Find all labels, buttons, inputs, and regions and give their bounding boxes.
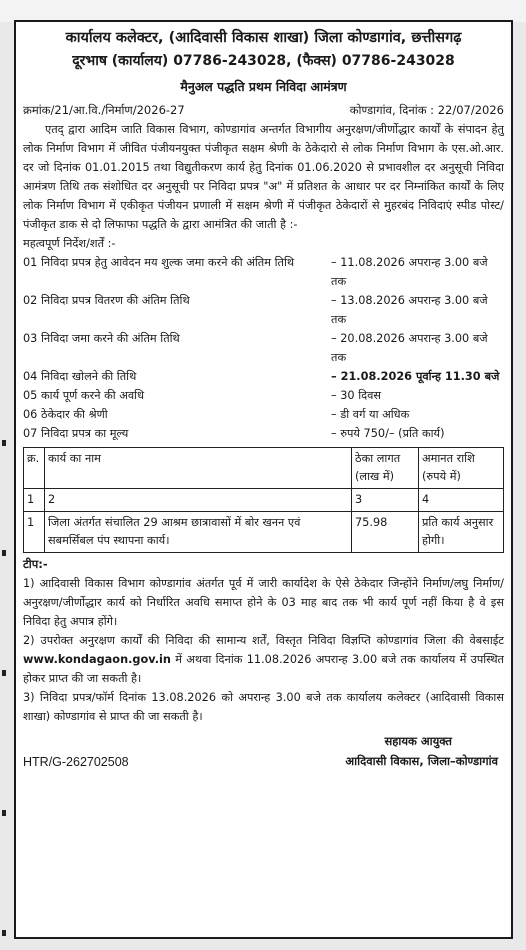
condition-item: 04 निविदा खोलने की तिथि – 21.08.2026 पूर्वान्ह 11.30 बजे [23, 370, 500, 383]
table-header-cell: क्र. [24, 448, 45, 489]
table-cell: प्रति कार्य अनुसार होगी। [419, 512, 504, 553]
condition-item: 05 कार्य पूर्ण करने की अवधि – 30 दिवस [23, 389, 382, 402]
table-header-cell: अमानत राशि (रुपये में) [419, 448, 504, 489]
notice-title: मैनुअल पद्धति प्रथम निविदा आमंत्रण [180, 79, 347, 94]
conditions-list [23, 253, 504, 443]
tender-notice [14, 20, 513, 939]
place-date: कोण्डागांव, दिनांक : 22/07/2026 [349, 103, 504, 117]
scan-edge-marks [0, 430, 10, 950]
work-table [23, 447, 504, 553]
table-header-row [24, 448, 504, 489]
reference-number: क्रमांक/21/आ.वि./निर्माण/2026-27 [23, 103, 185, 117]
table-cell: 3 [352, 489, 419, 512]
condition-item: 03 निविदा जमा करने की अंतिम तिथि – 20.08.2026 अपरान्ह 3.00 बजे तक [23, 332, 488, 364]
condition-item: 07 निविदा प्रपत्र का मूल्य – रुपये 750/– (प्रति कार्य) [23, 427, 445, 440]
adjacent-clipping-strip [0, 0, 526, 22]
table-cell: जिला अंतर्गत संचालित 29 आश्रम छात्रावासों में बोर खनन एवं सबमर्सिबल पंप स्थापना कार्य। [45, 512, 352, 553]
table-index-row [24, 489, 504, 512]
release-code: HTR/G-262702508 [23, 755, 129, 769]
table-header-cell: कार्य का नाम [45, 448, 352, 489]
note-item: 3) निविदा प्रपत्र/फॉर्म दिनांक 13.08.2026 को अपरान्ह 3.00 बजे तक कार्यालय कलेक्टर (आदिवासी विकास शाखा) कोण्डागांव से प्राप्त की जा सकती है। [23, 691, 504, 723]
conditions-heading: महत्वपूर्ण निर्देश/शर्तें :- [23, 237, 116, 250]
table-cell: 4 [419, 489, 504, 512]
condition-item: 06 ठेकेदार की श्रेणी – डी वर्ग या अधिक [23, 408, 410, 421]
reference-row [23, 101, 504, 119]
table-cell: 1 [24, 489, 45, 512]
note-item: 2) उपरोक्त अनुरक्षण कार्यों की निविदा की सामान्य शर्तें, विस्तृत निविदा विज्ञप्ति कोण्डागांव जिला की वेबसाईट www.kondagaon.gov.in में अथवा दिनांक 11.08.2026 अपरान्ह 3.00 बजे तक कार्यालय में उपस्थित होकर प्राप्त की जा सकती है। [23, 634, 504, 685]
notes-heading: टीप:- [23, 557, 48, 571]
note-item: 1) आदिवासी विकास विभाग कोण्डागांव अंतर्गत पूर्व में जारी कार्यादेश के ऐसे ठेकेदार जिन्होंने निर्माण/लघु निर्माण/अनुरक्षण/जीर्णोद्धार कार्य को निर्धारित अवधि समाप्त होने के 03 माह बाद तक भी कार्य पूर्ण नहीं किया है वे इस निविदा हेतु अपात्र होंगे। [23, 577, 504, 628]
condition-item: 02 निविदा प्रपत्र वितरण की अंतिम तिथि – 13.08.2026 अपरान्ह 3.00 बजे तक [23, 294, 488, 326]
office-title: कार्यालय कलेक्टर, (आदिवासी विकास शाखा) जिला कोण्डागांव, छत्तीसगढ़ [65, 30, 462, 46]
table-cell: 1 [24, 512, 45, 553]
phone-fax-line: दूरभाष (कार्यालय) 07786-243028, (फैक्स) 07786-243028 [72, 53, 455, 69]
condition-item: 01 निविदा प्रपत्र हेतु आवेदन मय शुल्क जमा करने की अंतिम तिथि – 11.08.2026 अपरान्ह 3.00 बजे तक [23, 256, 488, 288]
table-cell: 2 [45, 489, 352, 512]
table-cell: 75.98 [352, 512, 419, 553]
notice-footer [23, 730, 504, 784]
signatory-office: आदिवासी विकास, जिला–कोण्डागांव [345, 754, 498, 768]
website-link[interactable]: www.kondagaon.gov.in [23, 653, 171, 666]
table-row [24, 512, 504, 553]
notice-body: एतद् द्वारा आदिम जाति विकास विभाग, कोण्डागांव अन्तर्गत विभागीय अनुरक्षण/जीर्णोद्धार कार्यों के संपादन हेतु लोक निर्माण विभाग में जीवित पंजीयनयुक्त पंजीकृत सक्षम श्रेणी के ठेकेदारो से लोक निर्माण विभाग के एस.ओ.आर. दर जो दिनांक 01.01.2015 तथा विद्युतीकरण कार्य हेतु दिनांक 01.06.2020 से प्रभावशील दर अनुसूची निविदा आमंत्रण तिथि तक संशोधित दर अनुसूची पर निविदा प्रपत्र "अ" में प्रतिशत के आधार पर दर निम्नांकित कार्यों के लिए लोक निर्माण विभाग में एकीकृत पंजीयन प्रणाली में सक्षम श्रेणी में पंजीकृत ठेकेदारों से मुहरबंद निविदाएं स्पीड पोस्ट/पंजीकृत डाक से दो लिफाफा पद्धति के द्वारा आमंत्रित की जाती है :- [23, 123, 504, 231]
signatory-title: सहायक आयुक्त [384, 734, 452, 748]
table-header-cell: ठेका लागत (लाख में) [352, 448, 419, 489]
